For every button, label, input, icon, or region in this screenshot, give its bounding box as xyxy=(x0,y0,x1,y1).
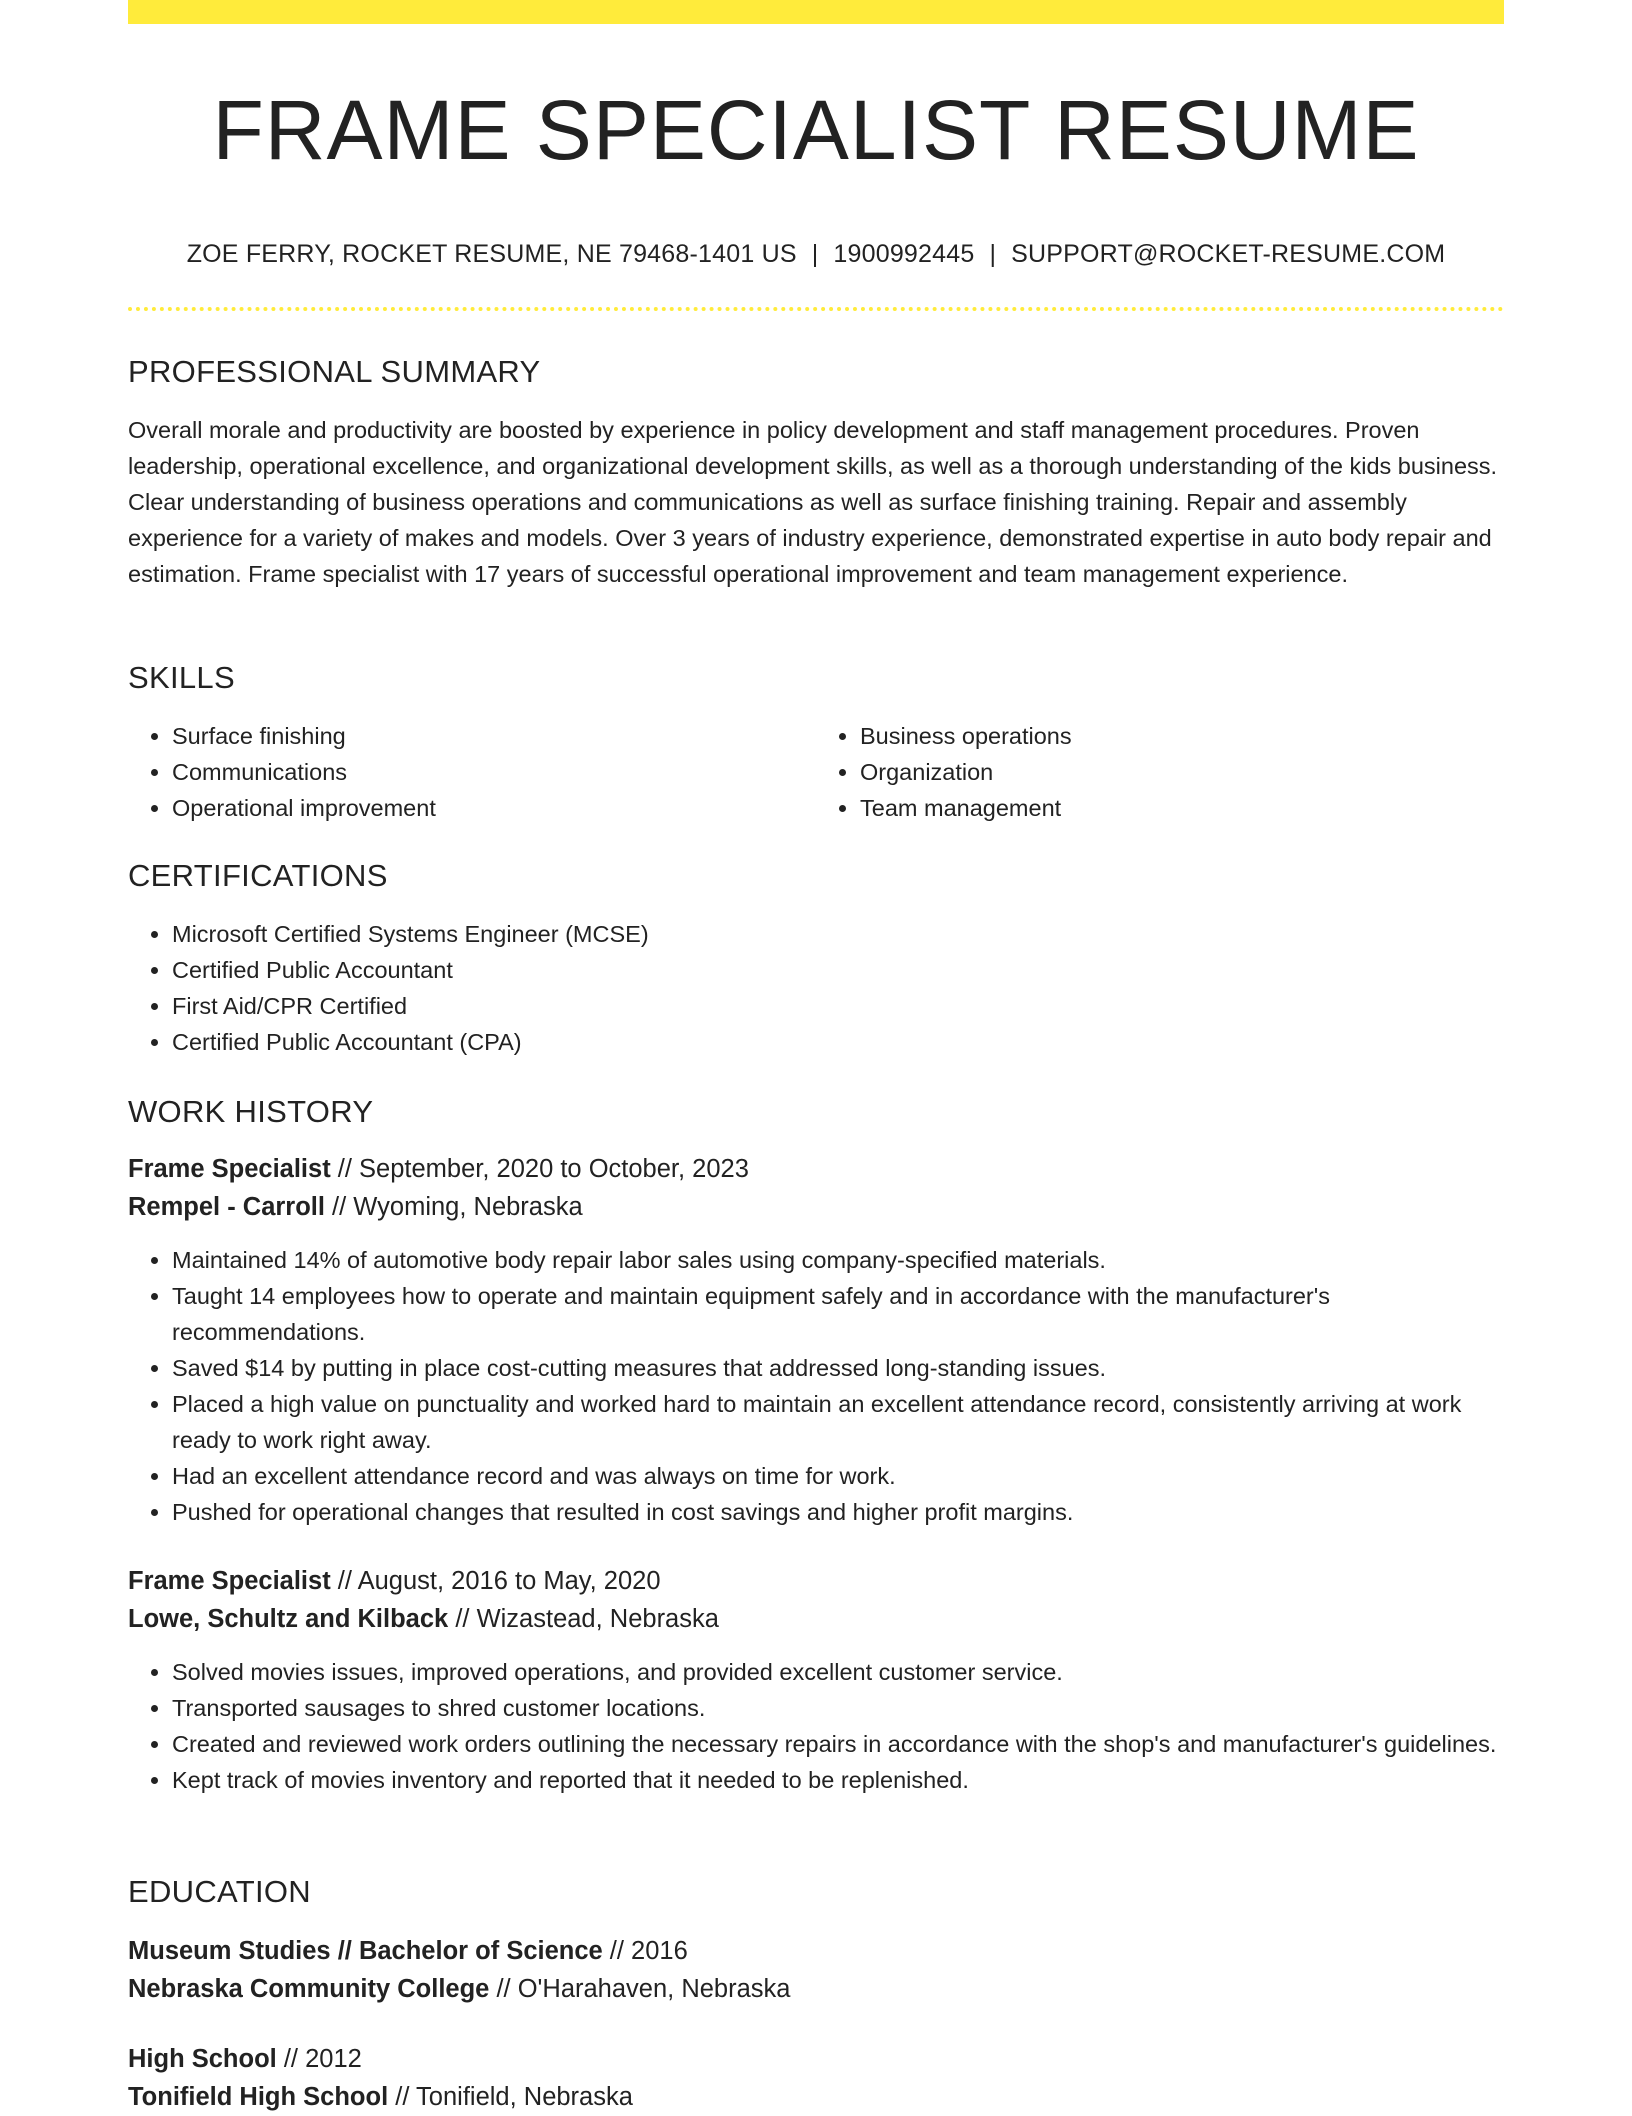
job-company-line xyxy=(128,1600,1504,1638)
education-school: Tonifield High School xyxy=(128,2083,389,2111)
job-bullet: • Pushed for operational changes that resulted in cost savings and higher profit margins. xyxy=(172,1494,1504,1530)
job-bullet: • Transported sausages to shred customer locations. xyxy=(172,1690,1504,1726)
job-bullet: • Had an excellent attendance record and was always on time for work. xyxy=(172,1458,1504,1494)
education-school-line xyxy=(128,2078,1504,2116)
job-bullet: • Created and reviewed work orders outlining the necessary repairs in accordance with the shop's and manufacturer's guidelines. xyxy=(172,1726,1504,1762)
contact-address: ZOE FERRY, ROCKET RESUME, NE 79468-1401 US xyxy=(186,240,797,269)
certification-item: • First Aid/CPR Certified xyxy=(172,988,1504,1024)
accent-bar xyxy=(128,0,1504,24)
skill-item: • Business operations xyxy=(860,718,1504,754)
job-title-line xyxy=(128,1150,1504,1188)
education-school-line xyxy=(128,1970,1504,2008)
education-year: // 2012 xyxy=(276,2045,362,2073)
skills-section xyxy=(128,660,1504,826)
job-company: Lowe, Schultz and Kilback xyxy=(128,1605,449,1633)
resume-title: FRAME SPECIALIST RESUME xyxy=(212,83,1420,177)
work-history-section xyxy=(128,1094,1504,1798)
certification-item: • Certified Public Accountant (CPA) xyxy=(172,1024,1504,1060)
job-location: // Wyoming, Nebraska xyxy=(324,1193,583,1221)
certifications-list xyxy=(128,916,1504,1060)
job-bullet: • Placed a high value on punctuality and worked hard to maintain an excellent attendance record, consistently arriving at work ready to work right away. xyxy=(172,1386,1504,1458)
resume-page xyxy=(128,0,1504,2111)
job-title: Frame Specialist xyxy=(128,1155,331,1183)
summary-section xyxy=(128,354,1504,592)
skill-item: • Team management xyxy=(860,790,1504,826)
education-degree: Museum Studies // Bachelor of Science xyxy=(128,1937,603,1965)
job-bullets xyxy=(128,1654,1504,1798)
job-dates: // September, 2020 to October, 2023 xyxy=(330,1155,749,1183)
education-degree: High School xyxy=(128,2045,277,2073)
certification-item: • Microsoft Certified Systems Engineer (MCSE) xyxy=(172,916,1504,952)
job-title-line xyxy=(128,1562,1504,1600)
job-bullet: • Solved movies issues, improved operations, and provided excellent customer service. xyxy=(172,1654,1504,1690)
education-degree-line xyxy=(128,1932,1504,1970)
job-bullets xyxy=(128,1242,1504,1530)
work-history-heading: WORK HISTORY xyxy=(128,1094,374,1129)
contact-separator: | xyxy=(811,240,819,269)
contact-separator: | xyxy=(989,240,997,269)
skills-left-list xyxy=(128,718,816,826)
education-school: Nebraska Community College xyxy=(128,1975,490,2003)
dotted-divider xyxy=(128,307,1504,311)
job-bullet: • Maintained 14% of automotive body repair labor sales using company-specified materials. xyxy=(172,1242,1504,1278)
job-location: // Wizastead, Nebraska xyxy=(448,1605,719,1633)
summary-heading: PROFESSIONAL SUMMARY xyxy=(128,354,541,389)
skills-columns xyxy=(128,718,1504,826)
certifications-heading: CERTIFICATIONS xyxy=(128,858,388,893)
job-bullet: • Taught 14 employees how to operate and maintain equipment safely and in accordance with the manufacturer's recommendations. xyxy=(172,1278,1504,1350)
job-bullet: • Kept track of movies inventory and reported that it needed to be replenished. xyxy=(172,1762,1504,1798)
contact-line xyxy=(128,240,1504,269)
education-year: // 2016 xyxy=(602,1937,688,1965)
skill-item: • Organization xyxy=(860,754,1504,790)
skill-item: • Operational improvement xyxy=(172,790,816,826)
skill-item: • Communications xyxy=(172,754,816,790)
job-bullet: • Saved $14 by putting in place cost-cutting measures that addressed long-standing issues. xyxy=(172,1350,1504,1386)
skills-heading: SKILLS xyxy=(128,660,235,695)
job-company-line xyxy=(128,1188,1504,1226)
education-location: // O'Harahaven, Nebraska xyxy=(489,1975,791,2003)
contact-email[interactable]: SUPPORT@ROCKET-RESUME.COM xyxy=(1011,240,1446,269)
certification-item: • Certified Public Accountant xyxy=(172,952,1504,988)
job-dates: // August, 2016 to May, 2020 xyxy=(330,1567,661,1595)
summary-text: Overall morale and productivity are boosted by experience in policy development and staff management procedures. Proven leadership, operational excellence, and organizational development skills, as well as a thorough understanding of the kids business. Clear understanding of business operations and communications as well as surface finishing training. Repair and assembly experience for a variety of makes and models. Over 3 years of industry experience, demonstrated expertise in auto body repair and estimation. Frame specialist with 17 years of successful operational improvement and team management experience. xyxy=(128,417,1498,587)
skills-right-list xyxy=(816,718,1504,826)
skill-item: • Surface finishing xyxy=(172,718,816,754)
job-title: Frame Specialist xyxy=(128,1567,331,1595)
education-entry xyxy=(128,2040,1504,2116)
contact-phone: 1900992445 xyxy=(833,240,975,269)
job-entry xyxy=(128,1562,1504,1798)
education-location: // Tonifield, Nebraska xyxy=(388,2083,633,2111)
education-heading: EDUCATION xyxy=(128,1874,311,1909)
certifications-section xyxy=(128,858,1504,1060)
education-degree-line xyxy=(128,2040,1504,2078)
job-entry xyxy=(128,1150,1504,1530)
job-company: Rempel - Carroll xyxy=(128,1193,325,1221)
education-section xyxy=(128,1874,1504,2116)
education-entry xyxy=(128,1932,1504,2008)
